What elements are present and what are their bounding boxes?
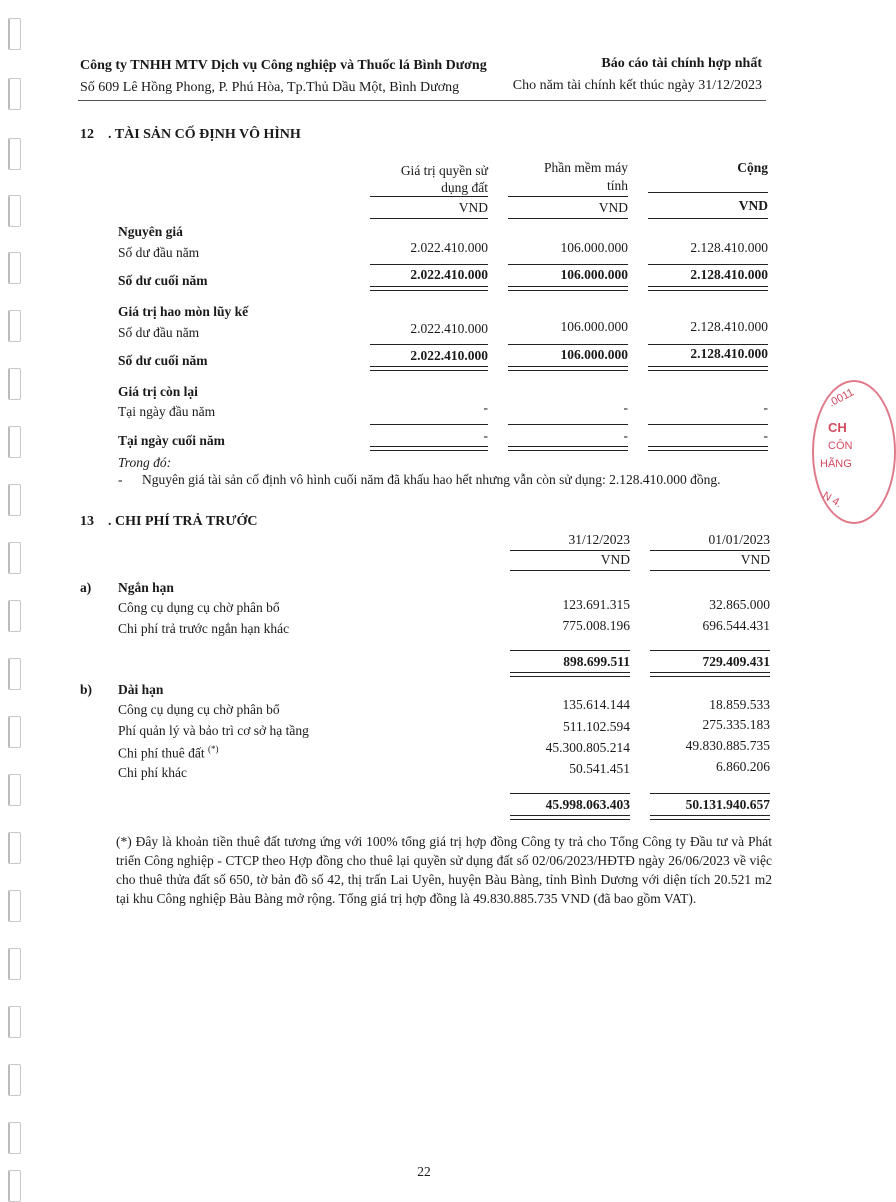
value-cell: 511.102.594 <box>563 719 630 734</box>
row-label: Chi phí trả trước ngắn hạn khác <box>118 621 290 636</box>
stamp-text: CH <box>828 420 847 435</box>
land-rent-note: (*) Đây là khoản tiền thuê đất tương ứng với 100% tổng giá trị hợp đồng Công ty trả cho Tổng Công ty Đầu tư và Phát triển Công nghiệp - CTCP theo Hợp đồng cho thuê lại quyền sử dụng đất số 02/06/2023/HĐTĐ ngày 26/06/2023 về việc cho thuê thửa đất số 650, tờ bản đồ số 42, thị trấn Lai Uyên, huyện Bàu Bàng, tỉnh Bình Dương với diện tích 20.521 m2 tại khu Công nghiệp Bàu Bàng mở rộng. Tổng giá trị hợp đồng là 49.830.885.735 VND (đã bao gồm VAT). <box>116 834 772 906</box>
value-cell: 49.830.885.735 <box>685 738 770 753</box>
value-cell: 106.000.000 <box>560 319 628 334</box>
col-rule <box>648 192 768 193</box>
col-header-current: 31/12/2023 <box>568 532 630 547</box>
stamp-text: HÃNG <box>820 458 852 470</box>
in-which-text: Nguyên giá tài sản cố định vô hình cuối năm đã khấu hao hết nhưng vẫn còn sử dụng: 2.128.410.000 đồng. <box>142 472 721 487</box>
binder-hole <box>8 716 21 748</box>
unit-land: VND <box>458 200 488 215</box>
stamp-text: .0011 <box>826 386 856 410</box>
subtotal-rule <box>648 344 768 345</box>
value-cell: 135.614.144 <box>562 697 630 712</box>
section-13-number: 13 <box>80 514 94 529</box>
value-cell: 6.860.206 <box>716 759 770 774</box>
col-rule <box>370 196 488 197</box>
stamp-text: N 4. <box>820 489 844 511</box>
col-rule <box>650 550 770 551</box>
page-number: 22 <box>417 1164 431 1179</box>
binder-hole <box>8 310 21 342</box>
short-term-heading: Ngắn hạn <box>118 580 174 595</box>
double-rule <box>510 672 630 677</box>
col-rule <box>648 218 768 219</box>
col-header-software: Phần mềm máy <box>544 160 628 175</box>
row-label: Công cụ dụng cụ chờ phân bổ <box>118 600 280 615</box>
binder-hole <box>8 658 21 690</box>
long-term-marker: b) <box>80 682 93 697</box>
total-cell: 106.000.000 <box>560 347 628 362</box>
total-cell: 106.000.000 <box>560 267 628 282</box>
original-cost-closing-label: Số dư cuối năm <box>118 273 208 288</box>
binder-hole <box>8 78 21 110</box>
binder-hole <box>8 600 21 632</box>
company-seal-stamp <box>812 380 896 524</box>
binder-hole <box>8 426 21 458</box>
binder-hole <box>8 1064 21 1096</box>
land-rent-label: Chi phí thuê đất <box>118 745 205 761</box>
col-rule <box>508 218 628 219</box>
binder-hole <box>8 890 21 922</box>
in-which-label: Trong đó: <box>118 455 172 470</box>
subtotal-rule <box>650 793 770 794</box>
binder-hole <box>8 368 21 400</box>
report-period: Cho năm tài chính kết thúc ngày 31/12/2023 <box>512 78 762 93</box>
binder-hole <box>8 948 21 980</box>
report-title: Báo cáo tài chính hợp nhất <box>601 56 762 71</box>
col-rule <box>508 196 628 197</box>
total-cell: 45.998.063.403 <box>545 797 630 812</box>
binder-hole <box>8 18 21 50</box>
section-12-number: 12 <box>80 127 94 142</box>
double-rule <box>648 366 768 371</box>
value-cell: 2.022.410.000 <box>410 321 488 336</box>
value-cell: - <box>763 400 768 415</box>
binder-hole <box>8 195 21 227</box>
long-term-heading: Dài hạn <box>118 682 164 697</box>
subtotal-rule <box>370 424 488 425</box>
value-cell: 2.128.410.000 <box>690 240 768 255</box>
binder-hole <box>8 542 21 574</box>
value-cell: 32.865.000 <box>709 597 770 612</box>
total-cell: 50.131.940.657 <box>685 797 770 812</box>
double-rule <box>508 446 628 451</box>
col-header-land-2: dụng đất <box>441 180 488 195</box>
header-rule <box>78 100 766 101</box>
double-rule <box>370 286 488 291</box>
value-cell: 2.022.410.000 <box>410 240 488 255</box>
double-rule <box>370 366 488 371</box>
unit-current: VND <box>600 552 630 567</box>
value-cell: 275.335.183 <box>702 717 770 732</box>
value-cell: 106.000.000 <box>560 240 628 255</box>
double-rule <box>370 446 488 451</box>
double-rule <box>650 672 770 677</box>
col-header-prior: 01/01/2023 <box>708 532 770 547</box>
value-cell: 775.008.196 <box>562 618 630 633</box>
amortization-closing-label: Số dư cuối năm <box>118 353 208 368</box>
subtotal-rule <box>508 264 628 265</box>
double-rule <box>508 286 628 291</box>
subtotal-rule <box>648 424 768 425</box>
col-rule <box>650 570 770 571</box>
double-rule <box>650 815 770 820</box>
section-12-title: . TÀI SẢN CỐ ĐỊNH VÔ HÌNH <box>108 127 301 142</box>
value-cell: 45.300.805.214 <box>545 740 630 755</box>
binder-hole <box>8 774 21 806</box>
total-cell: 898.699.511 <box>563 654 630 669</box>
unit-prior: VND <box>740 552 770 567</box>
subtotal-rule <box>370 344 488 345</box>
subtotal-rule <box>370 264 488 265</box>
double-rule <box>510 815 630 820</box>
row-label: Công cụ dụng cụ chờ phân bổ <box>118 702 280 717</box>
total-cell: - <box>623 428 628 443</box>
value-cell: 2.128.410.000 <box>690 319 768 334</box>
value-cell: 18.859.533 <box>709 697 770 712</box>
value-cell: 696.544.431 <box>702 618 770 633</box>
value-cell: 123.691.315 <box>562 597 630 612</box>
subtotal-rule <box>510 793 630 794</box>
col-rule <box>510 550 630 551</box>
binder-hole <box>8 138 21 170</box>
section-13-title: . CHI PHÍ TRẢ TRƯỚC <box>108 514 258 529</box>
value-cell: - <box>623 400 628 415</box>
company-address: Số 609 Lê Hồng Phong, P. Phú Hòa, Tp.Thủ Dầu Một, Bình Dương <box>80 80 460 95</box>
binder-hole <box>8 832 21 864</box>
total-cell: - <box>483 428 488 443</box>
unit-total: VND <box>738 198 768 213</box>
double-rule <box>648 286 768 291</box>
row-label-land-rent <box>118 744 219 762</box>
unit-software: VND <box>598 200 628 215</box>
stamp-text: CÔN <box>828 440 853 452</box>
amortization-heading: Giá trị hao mòn lũy kế <box>118 304 249 319</box>
col-rule <box>370 218 488 219</box>
col-header-total: Cộng <box>737 160 768 175</box>
short-term-marker: a) <box>80 580 92 595</box>
original-cost-opening-label: Số dư đầu năm <box>118 245 200 260</box>
double-rule <box>648 446 768 451</box>
binder-hole <box>8 252 21 284</box>
binder-hole <box>8 1170 21 1202</box>
total-cell: - <box>763 428 768 443</box>
bullet-dash: - <box>118 472 123 487</box>
company-name: Công ty TNHH MTV Dịch vụ Công nghiệp và Thuốc lá Bình Dương <box>80 58 487 73</box>
value-cell: 50.541.451 <box>569 761 630 776</box>
binder-hole <box>8 1006 21 1038</box>
net-value-heading: Giá trị còn lại <box>118 384 198 399</box>
subtotal-rule <box>650 650 770 651</box>
footnote-marker: (*) <box>208 744 219 754</box>
double-rule <box>508 366 628 371</box>
subtotal-rule <box>648 264 768 265</box>
col-rule <box>510 570 630 571</box>
total-cell: 2.128.410.000 <box>690 267 768 282</box>
subtotal-rule <box>508 344 628 345</box>
row-label: Chi phí khác <box>118 765 187 780</box>
binder-hole <box>8 1122 21 1154</box>
total-cell: 729.409.431 <box>702 654 770 669</box>
subtotal-rule <box>510 650 630 651</box>
amortization-opening-label: Số dư đầu năm <box>118 325 200 340</box>
col-header-software-2: tính <box>606 178 628 193</box>
binder-hole <box>8 484 21 516</box>
total-cell: 2.022.410.000 <box>410 348 488 363</box>
total-cell: 2.022.410.000 <box>410 267 488 282</box>
subtotal-rule <box>508 424 628 425</box>
total-cell: 2.128.410.000 <box>690 346 768 361</box>
net-value-opening-label: Tại ngày đầu năm <box>118 404 216 419</box>
original-cost-heading: Nguyên giá <box>118 224 183 239</box>
net-value-closing-label: Tại ngày cuối năm <box>118 433 225 448</box>
row-label: Phí quản lý và bảo trì cơ sở hạ tầng <box>118 723 309 738</box>
value-cell: - <box>483 400 488 415</box>
col-header-land: Giá trị quyền sử <box>400 163 488 178</box>
